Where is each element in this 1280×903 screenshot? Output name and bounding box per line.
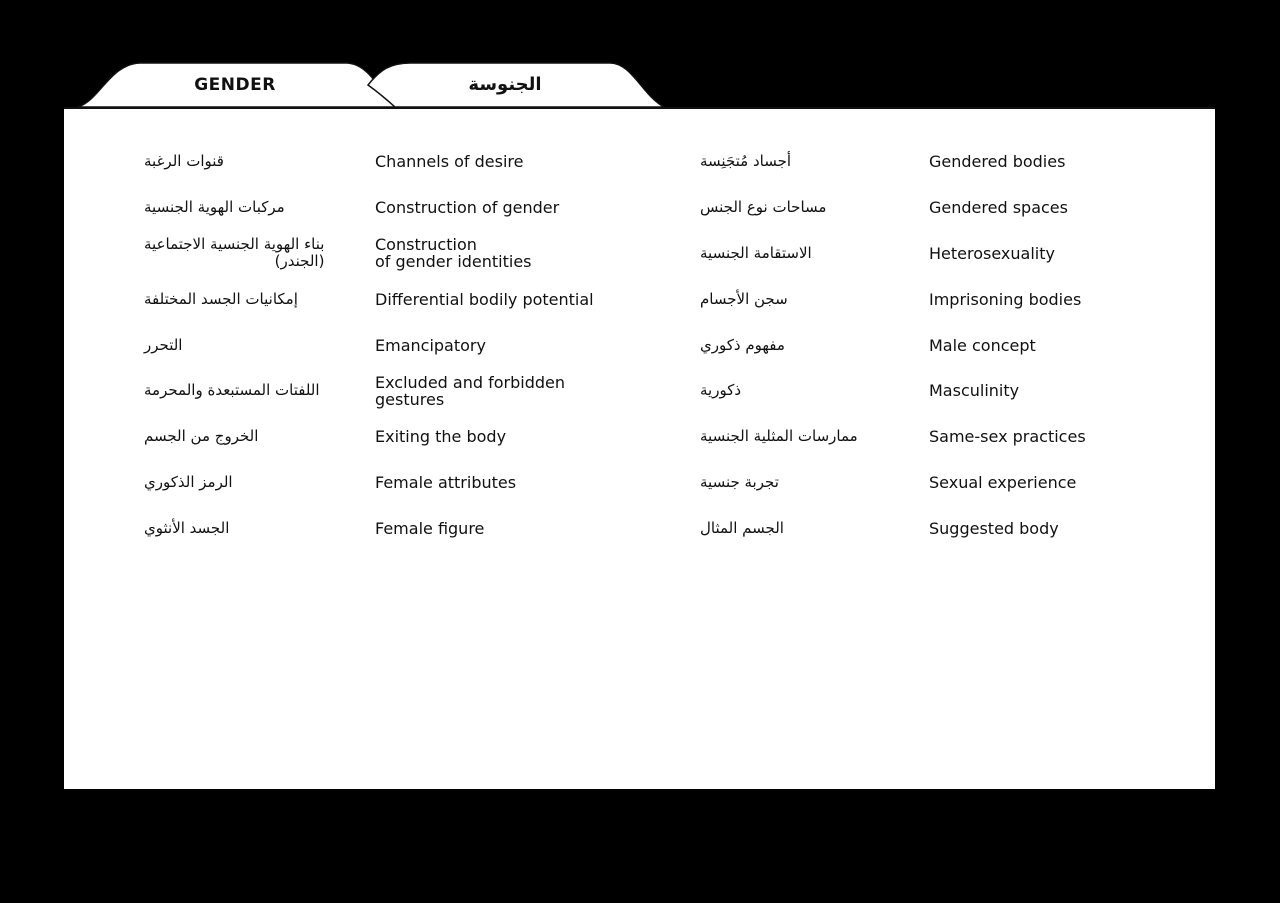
term-english: Differential bodily potential	[375, 289, 594, 309]
term-english: Same-sex practices	[929, 427, 1086, 447]
term-english: Female attributes	[375, 472, 517, 492]
term-english: Emancipatory	[375, 335, 486, 355]
glossary-panel	[64, 107, 1215, 789]
term-row[interactable]	[64, 185, 620, 231]
term-arabic: قنوات الرغبة	[144, 152, 224, 171]
term-english: Suggested body	[929, 518, 1059, 538]
term-english: Heterosexuality	[929, 243, 1055, 263]
term-row[interactable]	[620, 139, 1210, 185]
term-english: Exiting the body	[375, 427, 507, 447]
term-arabic: الخروج من الجسم	[144, 427, 259, 446]
term-row[interactable]	[64, 368, 620, 414]
term-english: Masculinity	[929, 381, 1020, 401]
term-arabic: الجسم المثال	[700, 518, 784, 537]
term-arabic: تجربة جنسية	[700, 472, 779, 491]
term-arabic: الرمز الذكوري	[144, 472, 233, 491]
term-english: Excluded and forbidden gestures	[375, 372, 566, 409]
term-arabic: أجساد مُتجَنِسة	[700, 152, 792, 171]
term-row[interactable]	[620, 185, 1210, 231]
term-row[interactable]	[620, 276, 1210, 322]
term-row[interactable]	[620, 460, 1210, 506]
term-arabic: إمكانيات الجسد المختلفة	[144, 289, 298, 308]
tab-gender-arabic[interactable]: الجنوسة	[468, 74, 542, 95]
term-row[interactable]	[620, 414, 1210, 460]
term-arabic: ذكورية	[700, 381, 742, 400]
term-arabic: بناء الهوية الجنسية الاجتماعية (الجندر)	[144, 235, 325, 271]
term-row[interactable]	[620, 231, 1210, 277]
term-arabic: سجن الأجسام	[700, 289, 788, 308]
term-row[interactable]	[620, 368, 1210, 414]
term-arabic: مفهوم ذكوري	[700, 335, 785, 354]
term-column-right	[620, 139, 1210, 551]
term-english: Gendered bodies	[929, 152, 1066, 172]
term-english: Female figure	[375, 518, 485, 538]
term-row[interactable]	[620, 322, 1210, 368]
term-english: Sexual experience	[929, 472, 1077, 492]
term-english: Channels of desire	[375, 152, 524, 172]
term-english: Imprisoning bodies	[929, 289, 1082, 309]
term-row[interactable]	[64, 414, 620, 460]
term-row[interactable]	[64, 505, 620, 551]
term-english: Construction of gender	[375, 198, 560, 218]
term-arabic: مركبات الهوية الجنسية	[144, 198, 285, 217]
tab-bar	[0, 0, 1280, 110]
term-arabic: ممارسات المثلية الجنسية	[700, 427, 858, 446]
term-arabic: التحرر	[144, 335, 183, 354]
term-arabic: الاستقامة الجنسية	[700, 243, 812, 262]
term-english: Male concept	[929, 335, 1036, 355]
term-row[interactable]	[620, 505, 1210, 551]
term-row[interactable]	[64, 460, 620, 506]
term-row[interactable]	[64, 276, 620, 322]
term-row[interactable]	[64, 139, 620, 185]
term-arabic: الجسد الأنثوي	[144, 518, 230, 537]
term-row[interactable]	[64, 231, 620, 277]
term-english: Gendered spaces	[929, 198, 1068, 218]
tab-gender[interactable]: GENDER	[194, 75, 276, 95]
term-arabic: اللفتات المستبعدة والمحرمة	[144, 381, 320, 400]
term-column-left	[64, 139, 620, 551]
term-english: Construction of gender identities	[375, 235, 532, 272]
term-arabic: مساحات نوع الجنس	[700, 198, 827, 217]
term-row[interactable]	[64, 322, 620, 368]
